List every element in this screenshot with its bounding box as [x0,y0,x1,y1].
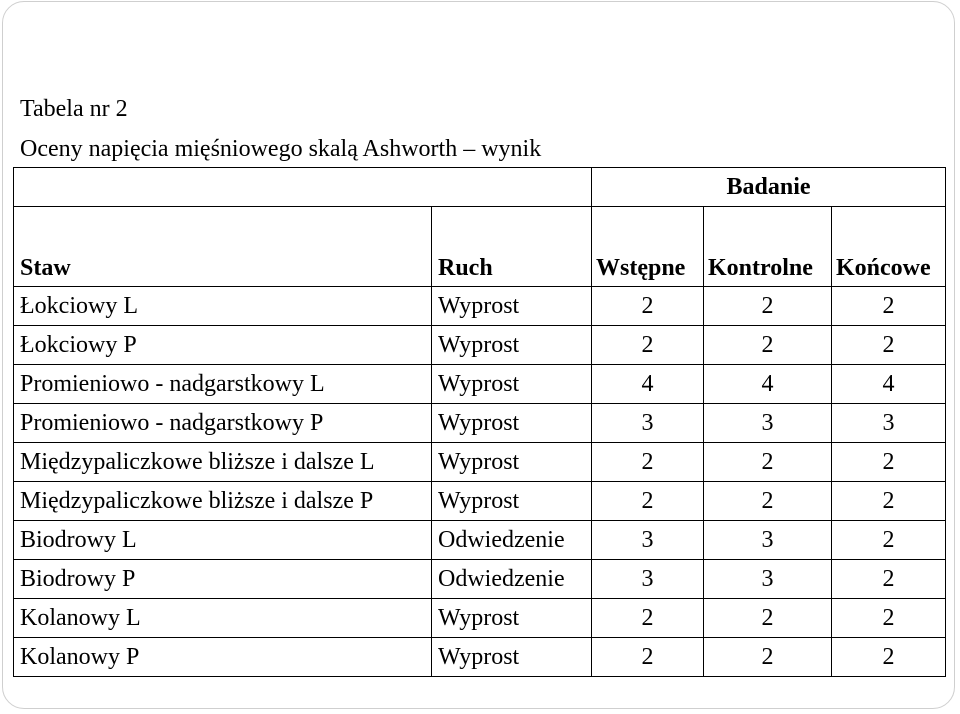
joint-cell: Łokciowy L [14,287,432,326]
table-row [14,599,946,638]
table-row [14,521,946,560]
initial-score-cell: 2 [592,638,704,677]
movement-cell: Wyprost [432,599,592,638]
movement-cell: Wyprost [432,443,592,482]
table-row [14,326,946,365]
joint-cell: Kolanowy P [14,638,432,677]
column-header-final: Końcowe [832,207,946,287]
final-score-cell: 2 [832,326,946,365]
initial-score-cell: 3 [592,521,704,560]
movement-cell: Wyprost [432,326,592,365]
column-header-control: Kontrolne [704,207,832,287]
control-score-cell: 2 [704,443,832,482]
joint-cell: Międzypaliczkowe bliższe i dalsze P [14,482,432,521]
joint-cell: Promieniowo - nadgarstkowy L [14,365,432,404]
control-score-cell: 4 [704,365,832,404]
column-header-movement: Ruch [432,207,592,287]
control-score-cell: 3 [704,521,832,560]
final-score-cell: 4 [832,365,946,404]
table-row [14,482,946,521]
table-column-header-row [14,207,946,287]
table-group-header-row [14,168,946,207]
initial-score-cell: 2 [592,482,704,521]
movement-cell: Odwiedzenie [432,521,592,560]
joint-cell: Promieniowo - nadgarstkowy P [14,404,432,443]
initial-score-cell: 2 [592,326,704,365]
joint-cell: Kolanowy L [14,599,432,638]
joint-cell: Biodrowy L [14,521,432,560]
column-header-joint: Staw [14,207,432,287]
control-score-cell: 2 [704,326,832,365]
movement-cell: Wyprost [432,365,592,404]
column-header-initial: Wstępne [592,207,704,287]
final-score-cell: 3 [832,404,946,443]
table-caption: Oceny napięcia mięśniowego skalą Ashworth – wynik [20,136,542,162]
table-row [14,443,946,482]
control-score-cell: 3 [704,560,832,599]
movement-cell: Wyprost [432,638,592,677]
initial-score-cell: 4 [592,365,704,404]
final-score-cell: 2 [832,521,946,560]
header-empty-cell [14,168,592,207]
movement-cell: Odwiedzenie [432,560,592,599]
final-score-cell: 2 [832,482,946,521]
joint-cell: Łokciowy P [14,326,432,365]
table-row [14,404,946,443]
table-row [14,365,946,404]
badanie-group-header: Badanie [592,168,946,207]
table-row [14,638,946,677]
table-row [14,287,946,326]
movement-cell: Wyprost [432,287,592,326]
control-score-cell: 2 [704,482,832,521]
initial-score-cell: 3 [592,404,704,443]
control-score-cell: 2 [704,638,832,677]
table-row [14,560,946,599]
final-score-cell: 2 [832,599,946,638]
joint-cell: Biodrowy P [14,560,432,599]
movement-cell: Wyprost [432,404,592,443]
initial-score-cell: 2 [592,287,704,326]
ashworth-results-table [13,167,946,677]
table-body [14,287,946,677]
control-score-cell: 3 [704,404,832,443]
table-number-title: Tabela nr 2 [20,96,128,122]
control-score-cell: 2 [704,599,832,638]
final-score-cell: 2 [832,443,946,482]
movement-cell: Wyprost [432,482,592,521]
final-score-cell: 2 [832,287,946,326]
initial-score-cell: 2 [592,443,704,482]
initial-score-cell: 2 [592,599,704,638]
initial-score-cell: 3 [592,560,704,599]
joint-cell: Międzypaliczkowe bliższe i dalsze L [14,443,432,482]
final-score-cell: 2 [832,560,946,599]
final-score-cell: 2 [832,638,946,677]
control-score-cell: 2 [704,287,832,326]
